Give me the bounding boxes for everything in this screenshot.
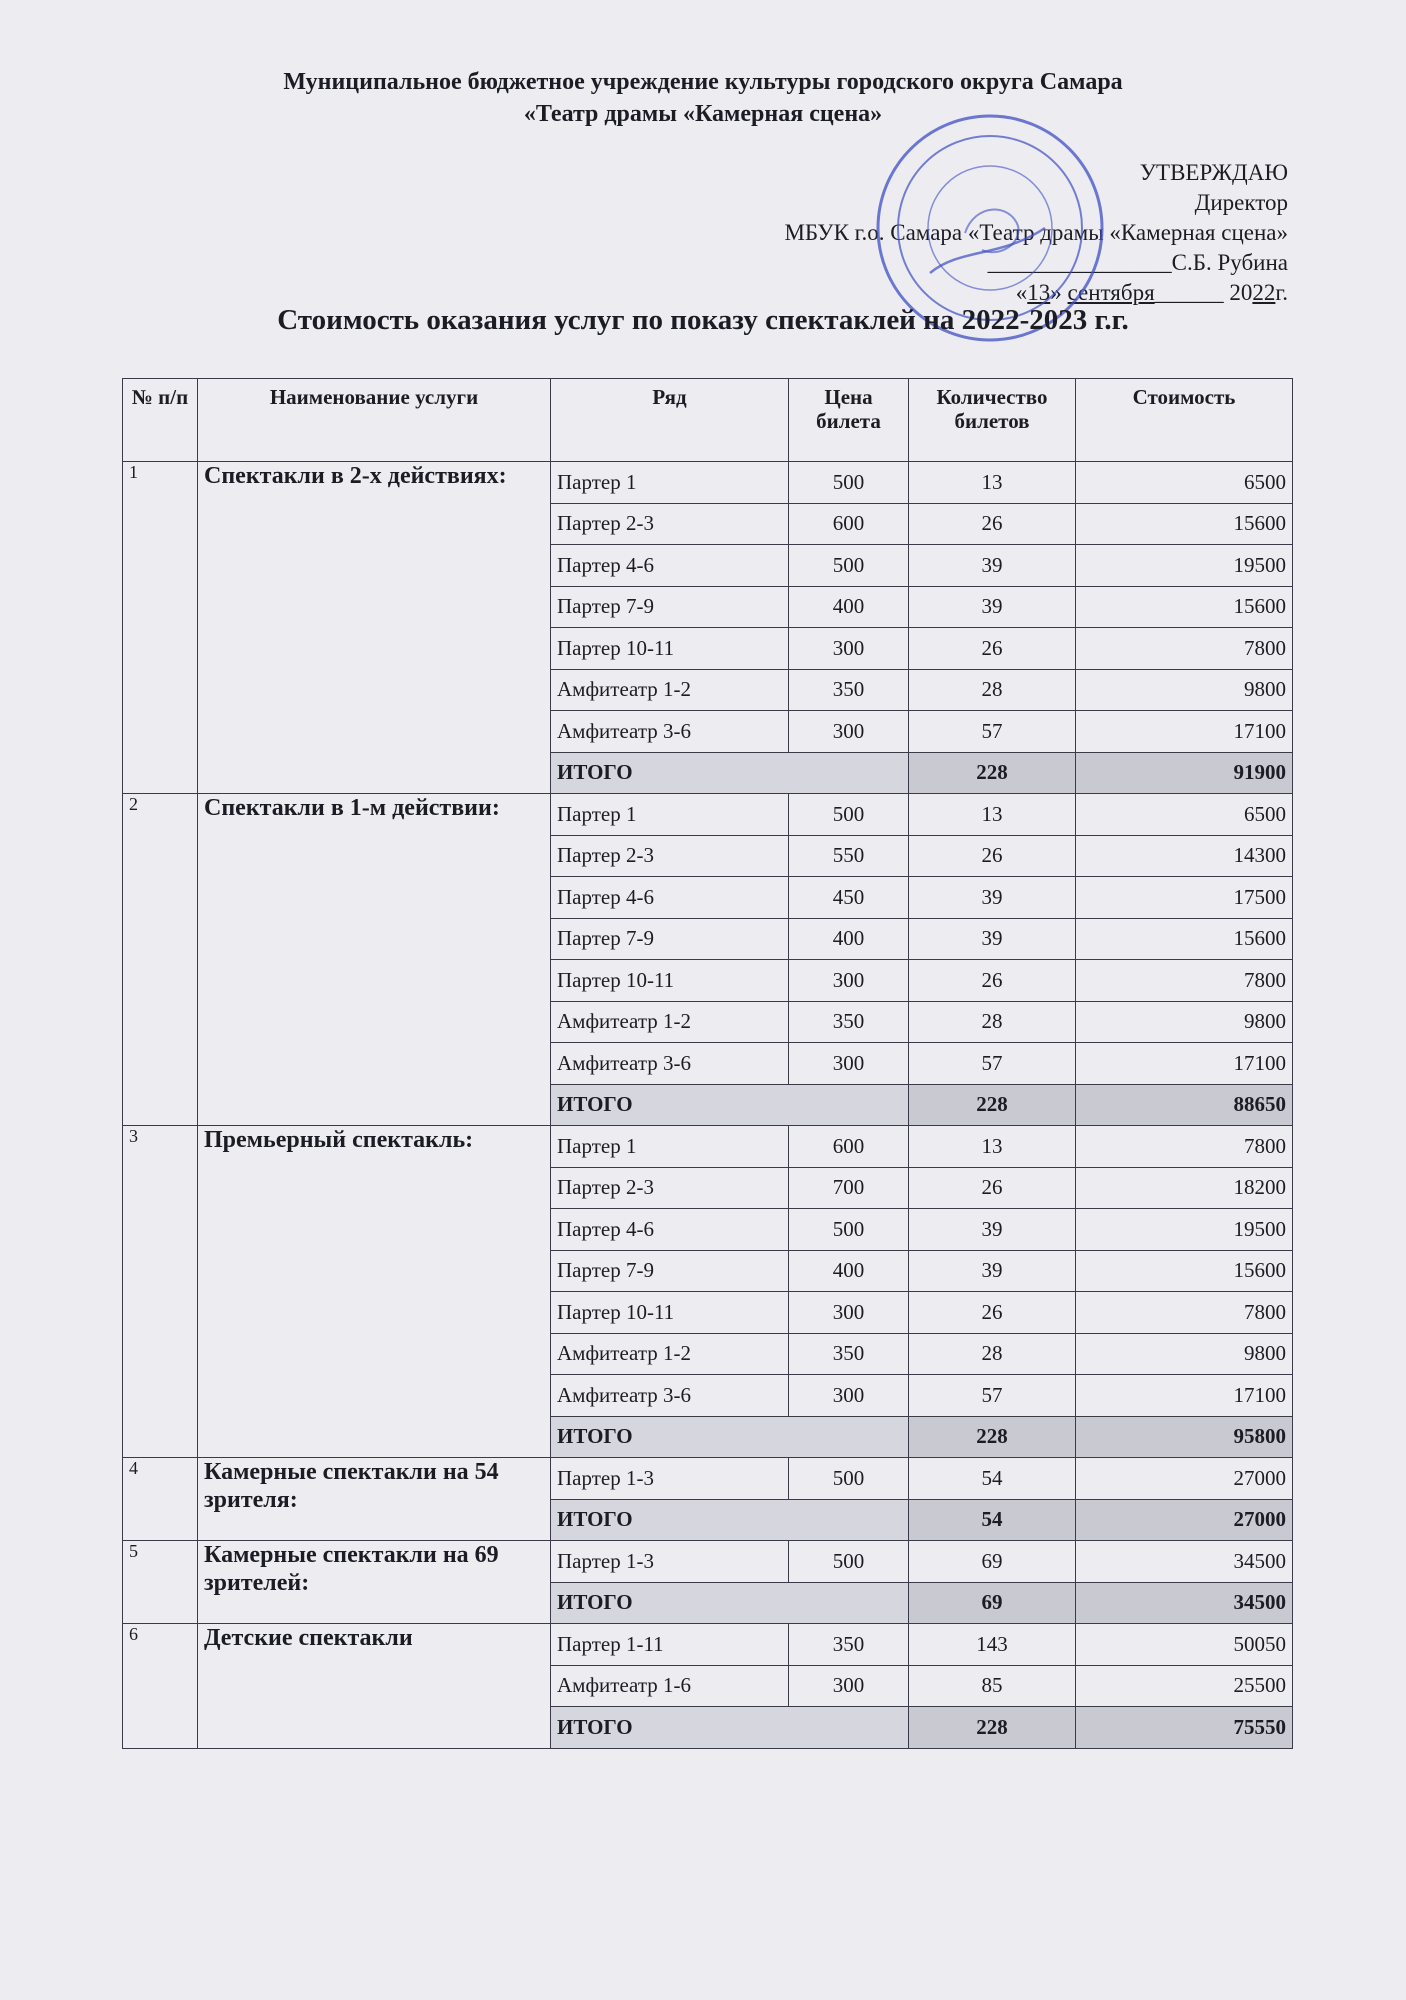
cost-cell: 15600 [1076, 503, 1293, 545]
cost-cell: 15600 [1076, 586, 1293, 628]
cost-cell: 19500 [1076, 545, 1293, 587]
quantity-cell: 85 [909, 1665, 1076, 1707]
quantity-cell: 39 [909, 545, 1076, 587]
quantity-cell: 26 [909, 503, 1076, 545]
quantity-cell: 143 [909, 1624, 1076, 1666]
cost-cell: 50050 [1076, 1624, 1293, 1666]
cost-cell: 17100 [1076, 1043, 1293, 1085]
seat-row-cell: Партер 1-11 [551, 1624, 789, 1666]
header-number: № п/п [123, 379, 198, 462]
cost-cell: 6500 [1076, 794, 1293, 836]
header-service: Наименование услуги [198, 379, 551, 462]
quantity-cell: 28 [909, 1333, 1076, 1375]
table-row [123, 794, 1293, 836]
cost-cell: 27000 [1076, 1458, 1293, 1500]
seat-row-cell: Партер 7-9 [551, 586, 789, 628]
cost-cell: 14300 [1076, 835, 1293, 877]
price-cell: 700 [789, 1167, 909, 1209]
cost-cell: 9800 [1076, 1001, 1293, 1043]
total-quantity: 228 [909, 1084, 1076, 1126]
price-cell: 300 [789, 960, 909, 1002]
cost-cell: 17100 [1076, 1375, 1293, 1417]
table-row [123, 462, 1293, 504]
price-cell: 500 [789, 794, 909, 836]
date-open-quote: « [1015, 280, 1028, 305]
price-cell: 300 [789, 628, 909, 670]
price-cell: 600 [789, 1126, 909, 1168]
date-month: сентября [1067, 280, 1155, 305]
seat-row-cell: Партер 1-3 [551, 1541, 789, 1583]
quantity-cell: 39 [909, 1250, 1076, 1292]
service-number: 4 [123, 1458, 198, 1541]
organization-header [0, 66, 1406, 130]
cost-cell: 34500 [1076, 1541, 1293, 1583]
price-cell: 300 [789, 711, 909, 753]
quantity-cell: 26 [909, 628, 1076, 670]
seat-row-cell: Партер 2-3 [551, 835, 789, 877]
org-line-1: Муниципальное бюджетное учреждение культуры городского округа Самара [283, 69, 1123, 95]
signature-underline: ________________ [987, 250, 1172, 275]
cost-cell: 6500 [1076, 462, 1293, 504]
cost-cell: 7800 [1076, 1292, 1293, 1334]
seat-row-cell: Партер 1-3 [551, 1458, 789, 1500]
price-cell: 400 [789, 918, 909, 960]
total-cost: 34500 [1076, 1582, 1293, 1624]
total-cost: 88650 [1076, 1084, 1293, 1126]
table-header-row [123, 379, 1293, 462]
seat-row-cell: Партер 2-3 [551, 1167, 789, 1209]
price-cell: 550 [789, 835, 909, 877]
service-name: Камерные спектакли на 54 зрителя: [198, 1458, 551, 1541]
price-cell: 350 [789, 1333, 909, 1375]
seat-row-cell: Амфитеатр 1-6 [551, 1665, 789, 1707]
quantity-cell: 69 [909, 1541, 1076, 1583]
total-label: ИТОГО [551, 752, 909, 794]
seat-row-cell: Партер 2-3 [551, 503, 789, 545]
table-row [123, 1126, 1293, 1168]
quantity-cell: 39 [909, 1209, 1076, 1251]
price-cell: 500 [789, 1209, 909, 1251]
quantity-cell: 13 [909, 794, 1076, 836]
price-cell: 500 [789, 1458, 909, 1500]
quantity-cell: 39 [909, 918, 1076, 960]
cost-cell: 7800 [1076, 628, 1293, 670]
service-number: 6 [123, 1624, 198, 1749]
quantity-cell: 13 [909, 1126, 1076, 1168]
cost-cell: 15600 [1076, 1250, 1293, 1292]
service-name: Детские спектакли [198, 1624, 551, 1749]
price-cell: 500 [789, 1541, 909, 1583]
service-number: 2 [123, 794, 198, 1126]
total-cost: 75550 [1076, 1707, 1293, 1749]
seat-row-cell: Партер 10-11 [551, 1292, 789, 1334]
service-name: Камерные спектакли на 69 зрителей: [198, 1541, 551, 1624]
service-number: 1 [123, 462, 198, 794]
seat-row-cell: Партер 10-11 [551, 960, 789, 1002]
quantity-cell: 28 [909, 1001, 1076, 1043]
seat-row-cell: Амфитеатр 1-2 [551, 669, 789, 711]
seat-row-cell: Партер 1 [551, 1126, 789, 1168]
seat-row-cell: Амфитеатр 3-6 [551, 1043, 789, 1085]
total-quantity: 228 [909, 1416, 1076, 1458]
total-cost: 95800 [1076, 1416, 1293, 1458]
total-label: ИТОГО [551, 1499, 909, 1541]
cost-cell: 17100 [1076, 711, 1293, 753]
service-number: 5 [123, 1541, 198, 1624]
seat-row-cell: Амфитеатр 3-6 [551, 1375, 789, 1417]
seat-row-cell: Амфитеатр 1-2 [551, 1001, 789, 1043]
seat-row-cell: Партер 10-11 [551, 628, 789, 670]
cost-cell: 7800 [1076, 960, 1293, 1002]
quantity-cell: 39 [909, 877, 1076, 919]
cost-cell: 9800 [1076, 669, 1293, 711]
seat-row-cell: Партер 4-6 [551, 545, 789, 587]
quantity-cell: 57 [909, 1375, 1076, 1417]
price-cell: 450 [789, 877, 909, 919]
document-title: Стоимость оказания услуг по показу спектаклей на 2022-2023 г.г. [277, 304, 1129, 336]
org-line-2: «Театр драмы «Камерная сцена» [523, 101, 883, 127]
cost-cell: 9800 [1076, 1333, 1293, 1375]
price-cell: 300 [789, 1665, 909, 1707]
price-cell: 500 [789, 462, 909, 504]
total-cost: 91900 [1076, 752, 1293, 794]
total-label: ИТОГО [551, 1084, 909, 1126]
table-row [123, 1458, 1293, 1500]
price-cell: 400 [789, 1250, 909, 1292]
table-row [123, 1541, 1293, 1583]
quantity-cell: 57 [909, 711, 1076, 753]
total-quantity: 69 [909, 1582, 1076, 1624]
quantity-cell: 26 [909, 1292, 1076, 1334]
header-cost: Стоимость [1076, 379, 1293, 462]
cost-cell: 25500 [1076, 1665, 1293, 1707]
signature-name: С.Б. Рубина [1171, 250, 1288, 275]
seat-row-cell: Партер 4-6 [551, 1209, 789, 1251]
price-cell: 300 [789, 1292, 909, 1334]
price-cell: 350 [789, 669, 909, 711]
approval-heading: УТВЕРЖДАЮ [1139, 160, 1288, 185]
price-table [122, 378, 1293, 1749]
price-cell: 300 [789, 1043, 909, 1085]
header-price: Цена билета [789, 379, 909, 462]
price-cell: 400 [789, 586, 909, 628]
header-quantity: Количество билетов [909, 379, 1076, 462]
cost-cell: 7800 [1076, 1126, 1293, 1168]
quantity-cell: 28 [909, 669, 1076, 711]
date-year: 22 [1252, 280, 1276, 305]
price-cell: 350 [789, 1001, 909, 1043]
price-cell: 500 [789, 545, 909, 587]
total-label: ИТОГО [551, 1582, 909, 1624]
total-quantity: 54 [909, 1499, 1076, 1541]
table-row [123, 1624, 1293, 1666]
approval-position: Директор [1194, 190, 1288, 215]
cost-cell: 18200 [1076, 1167, 1293, 1209]
seat-row-cell: Партер 1 [551, 794, 789, 836]
seat-row-cell: Партер 7-9 [551, 918, 789, 960]
header-row: Ряд [551, 379, 789, 462]
total-label: ИТОГО [551, 1707, 909, 1749]
quantity-cell: 26 [909, 960, 1076, 1002]
total-label: ИТОГО [551, 1416, 909, 1458]
date-day: 13 [1027, 280, 1051, 305]
price-cell: 300 [789, 1375, 909, 1417]
total-quantity: 228 [909, 752, 1076, 794]
date-year-prefix: 20 [1229, 280, 1253, 305]
quantity-cell: 26 [909, 835, 1076, 877]
service-name: Премьерный спектакль: [198, 1126, 551, 1458]
total-cost: 27000 [1076, 1499, 1293, 1541]
seat-row-cell: Партер 7-9 [551, 1250, 789, 1292]
approval-org: МБУК г.о. Самара «Театр драмы «Камерная сцена» [784, 220, 1288, 245]
quantity-cell: 13 [909, 462, 1076, 504]
quantity-cell: 54 [909, 1458, 1076, 1500]
seat-row-cell: Амфитеатр 3-6 [551, 711, 789, 753]
service-number: 3 [123, 1126, 198, 1458]
quantity-cell: 26 [909, 1167, 1076, 1209]
price-cell: 600 [789, 503, 909, 545]
quantity-cell: 39 [909, 586, 1076, 628]
cost-cell: 19500 [1076, 1209, 1293, 1251]
seat-row-cell: Партер 4-6 [551, 877, 789, 919]
total-quantity: 228 [909, 1707, 1076, 1749]
seat-row-cell: Амфитеатр 1-2 [551, 1333, 789, 1375]
quantity-cell: 57 [909, 1043, 1076, 1085]
cost-cell: 17500 [1076, 877, 1293, 919]
price-cell: 350 [789, 1624, 909, 1666]
cost-cell: 15600 [1076, 918, 1293, 960]
service-name: Спектакли в 1-м действии: [198, 794, 551, 1126]
table-body [123, 462, 1293, 1749]
approval-date: «13» сентября______ 2022г. [1015, 280, 1288, 305]
date-close-quote: » [1050, 280, 1062, 305]
seat-row-cell: Партер 1 [551, 462, 789, 504]
service-name: Спектакли в 2-х действиях: [198, 462, 551, 794]
date-suffix: г. [1275, 280, 1288, 305]
